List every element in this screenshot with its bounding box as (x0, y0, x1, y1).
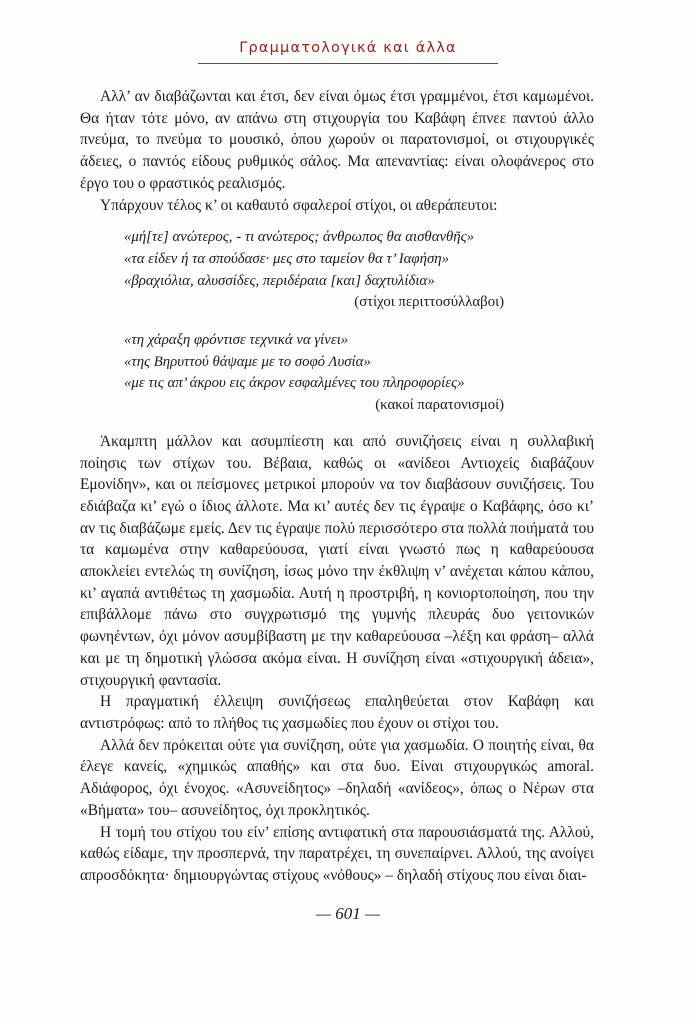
page-number: — 601 — (315, 904, 381, 923)
body-text (80, 86, 594, 887)
paragraph: Η τομή του στίχου του είν’ επίσης αντιφατική στα παρουσιάσματά της. Αλλού, καθώς είδαμε, την προσπερνά, την παρατρέχει, τη συνεπαίρνει. Αλλού, της ανοίγει απροσδόκητα· δημιουργώντας στίχους «νόθους» – δηλαδή στίχους που είναι διαι- (80, 823, 594, 884)
verse-line: «τα είδεν ή τα σπούδασε· μες στο ταμείον θα τ’ Ιαφήση» (124, 250, 449, 267)
running-title: Γραμματολογικά και άλλα (239, 40, 457, 56)
paragraph: Υπάρχουν τέλος κ’ οι καθαυτό σφαλεροί στίχοι, οι αθεράπευτοι: (100, 196, 498, 214)
verse-line: «με τις απ’ άκρου εις άκρον εσφαλμένες του πληροφορίες» (124, 375, 465, 392)
verse-quote-block (124, 330, 504, 417)
header-rule (198, 63, 498, 64)
paragraph: Άκαμπτη μάλλον και ασυμπίεστη και από συνιζήσεις είναι η συλλαβική ποίησις των στίχων του. Βέβαια, καθώς οι «ανίδεοι Αντιοχείς διαβάζουν Εμονίδην», και οι πείσμονες μετρικοί μπορούν να τον διαβάσουν συνιζήσεις. Του εδιάβαζα κι’ εγώ ο ίδιος άλλοτε. Μα κι’ αυτές δεν τις έγραψε ο Καβάφης, όσο κι’ αν τις διαβάζωμε εμείς. Δεν τις έγραψε πολύ περισσότερο στα πολλά ποιήματά του τα καμωμένα στην καθαρεύουσα, γιατί είναι γνωστό πως η καθαρεύουσα αποκλείει εντελώς τη συνίζηση, ίσως μόνο την έκθλιψη ν’ ανέχεται κάπου κάπου, κι’ αγαπά αντιθέτως τη χασμωδία. Αυτή η προστριβή, η κονιορτοποίηση, που την επιβάλλομε πάνω στο συγχρωτισμό της γυμνής πλευράς δυο γειτονικών φωνηέντων, όχι μόνον ασυμβίβαστη με την καθαρεύουσα –λέξη και φράση– αλλά και με τη δημοτική γλώσσα ακόμα είναι. Η συνίζηση είναι «στιχουργική άδεια», στιχουργική φαντασία. (80, 432, 594, 689)
verse-line: «τη χάραξη φρόντισε τεχνικά να γίνει» (124, 332, 349, 349)
verse-note: (κακοί παρατονισμοί) (375, 397, 504, 414)
verse-quote-block (124, 227, 504, 314)
paragraph: Αλλ’ αν διαβάζωνται και έτσι, δεν είναι όμως έτσι γραμμένοι, έτσι καμωμένοι. Θα ήταν τότε μόνο, αν απάνω στη στιχουργία του Καβάφη έπνεε παντού άλλο πνεύμα, το πνεύμα το μουσικό, όπου χωρούν οι παρατονισμοί, οι στιχουργικές άδειες, ο παντός είδους ρυθμικός σάλος. Μα απεναντίας: είναι ολοφάνερος στο έργο του ο φραστικός ρεαλισμός. (80, 88, 594, 192)
verse-line: «βραχιόλια, αλυσσίδες, περιδέραια [και] δαχτυλίδια» (124, 272, 435, 289)
paragraph: Η πραγματική έλλειψη συνιζήσεως επαληθεύεται στον Καβάφη και αντιστρόφως: από το πλήθος τις χασμωδίες που έχουν οι στίχοι του. (80, 693, 594, 732)
verse-line: «της Βηρυττού θάψαμε με το σοφό Λυσία» (124, 353, 371, 370)
paragraph: Αλλά δεν πρόκειται ούτε για συνίζηση, ούτε για χασμωδία. Ο ποιητής είναι, θα έλεγε κανείς, «χημικώς απαθής» και στα δυο. Είναι στιχουργικώς amoral. Αδιάφορος, όχι ένοχος. «Ασυνείδητος» –δηλαδή «ανίδεος», όπως ο Νέρων στα «Βήματα» του– ασυνείδητος, όχι προκλητικός. (80, 736, 594, 819)
verse-note: (στίχοι περιττοσύλλαβοι) (354, 294, 504, 311)
verse-line: «μή[τε] ανώτερος, - τι ανώτερος; άνθρωπος θα αισθανθῆς» (124, 229, 475, 246)
